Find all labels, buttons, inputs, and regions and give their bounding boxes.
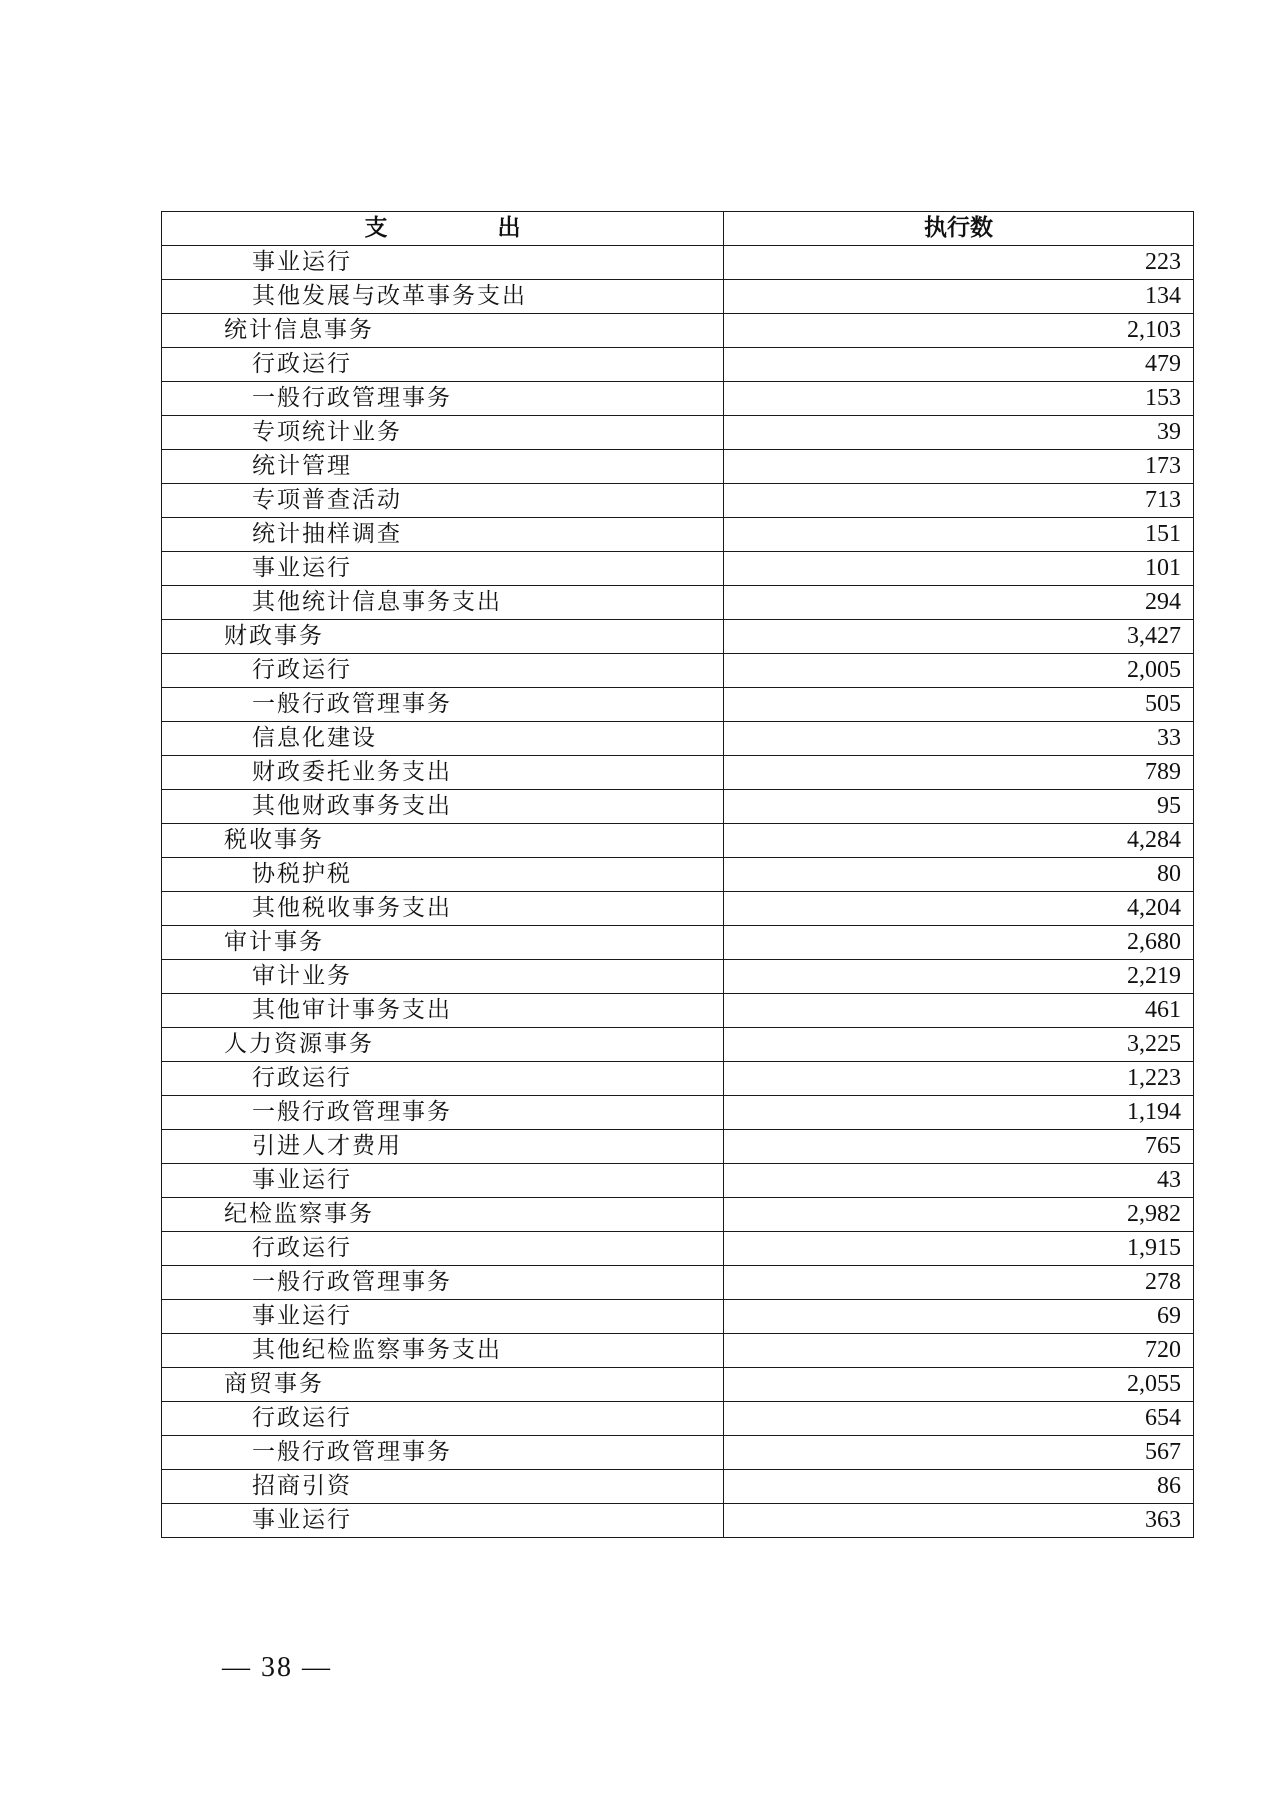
table-row [162,994,1194,1028]
row-item-name: 招商引资 [162,1470,724,1504]
row-executed-value: 134 [724,280,1194,314]
row-item-name: 财政事务 [162,620,724,654]
table-row [162,892,1194,926]
table-row [162,688,1194,722]
table-row [162,824,1194,858]
table-row [162,1198,1194,1232]
table-row [162,756,1194,790]
table-row [162,1470,1194,1504]
table-row [162,1334,1194,1368]
row-item-name: 其他统计信息事务支出 [162,586,724,620]
row-executed-value: 151 [724,518,1194,552]
table-row [162,416,1194,450]
row-item-name: 一般行政管理事务 [162,1266,724,1300]
row-item-name: 其他税收事务支出 [162,892,724,926]
row-executed-value: 4,204 [724,892,1194,926]
row-item-name: 行政运行 [162,654,724,688]
table-row [162,382,1194,416]
table-row [162,1266,1194,1300]
row-item-name: 事业运行 [162,1300,724,1334]
expenditure-table [161,211,1194,1538]
header-executed-amount: 执行数 [724,212,1194,246]
row-executed-value: 3,225 [724,1028,1194,1062]
table-row [162,858,1194,892]
row-item-name: 统计抽样调查 [162,518,724,552]
row-executed-value: 765 [724,1130,1194,1164]
row-executed-value: 86 [724,1470,1194,1504]
table-row [162,348,1194,382]
row-executed-value: 33 [724,722,1194,756]
row-executed-value: 654 [724,1402,1194,1436]
row-item-name: 专项统计业务 [162,416,724,450]
row-executed-value: 1,915 [724,1232,1194,1266]
row-item-name: 行政运行 [162,348,724,382]
row-item-name: 一般行政管理事务 [162,382,724,416]
row-item-name: 行政运行 [162,1062,724,1096]
row-item-name: 事业运行 [162,552,724,586]
row-item-name: 事业运行 [162,1164,724,1198]
row-executed-value: 2,982 [724,1198,1194,1232]
table-row [162,1062,1194,1096]
row-executed-value: 69 [724,1300,1194,1334]
table-row [162,552,1194,586]
row-executed-value: 2,680 [724,926,1194,960]
row-item-name: 信息化建设 [162,722,724,756]
row-executed-value: 294 [724,586,1194,620]
row-executed-value: 80 [724,858,1194,892]
row-executed-value: 223 [724,246,1194,280]
table-row [162,790,1194,824]
header-expenditure-char-2: 出 [497,215,521,241]
row-executed-value: 95 [724,790,1194,824]
row-executed-value: 505 [724,688,1194,722]
row-executed-value: 101 [724,552,1194,586]
row-executed-value: 43 [724,1164,1194,1198]
table-body [162,246,1194,1538]
row-executed-value: 789 [724,756,1194,790]
table-row [162,1232,1194,1266]
row-item-name: 一般行政管理事务 [162,1436,724,1470]
row-executed-value: 39 [724,416,1194,450]
row-item-name: 商贸事务 [162,1368,724,1402]
row-executed-value: 2,103 [724,314,1194,348]
table-row [162,620,1194,654]
row-executed-value: 2,055 [724,1368,1194,1402]
row-item-name: 专项普查活动 [162,484,724,518]
row-executed-value: 173 [724,450,1194,484]
table-row [162,1504,1194,1538]
row-executed-value: 461 [724,994,1194,1028]
table-row [162,1368,1194,1402]
row-item-name: 统计管理 [162,450,724,484]
row-item-name: 行政运行 [162,1402,724,1436]
row-item-name: 审计业务 [162,960,724,994]
table-row [162,1402,1194,1436]
table-row [162,926,1194,960]
row-item-name: 税收事务 [162,824,724,858]
row-item-name: 协税护税 [162,858,724,892]
row-executed-value: 363 [724,1504,1194,1538]
table-row [162,1130,1194,1164]
table-row [162,484,1194,518]
row-executed-value: 153 [724,382,1194,416]
table-row [162,1300,1194,1334]
row-item-name: 审计事务 [162,926,724,960]
table-row [162,450,1194,484]
row-item-name: 事业运行 [162,1504,724,1538]
row-item-name: 引进人才费用 [162,1130,724,1164]
header-expenditure-char-1: 支 [364,215,388,241]
row-item-name: 事业运行 [162,246,724,280]
table-row [162,722,1194,756]
row-executed-value: 4,284 [724,824,1194,858]
row-item-name: 其他财政事务支出 [162,790,724,824]
row-executed-value: 3,427 [724,620,1194,654]
table-row [162,518,1194,552]
row-executed-value: 1,194 [724,1096,1194,1130]
row-executed-value: 2,005 [724,654,1194,688]
row-item-name: 其他发展与改革事务支出 [162,280,724,314]
table-row [162,586,1194,620]
table-row [162,1096,1194,1130]
row-executed-value: 713 [724,484,1194,518]
row-item-name: 其他审计事务支出 [162,994,724,1028]
row-executed-value: 278 [724,1266,1194,1300]
row-item-name: 行政运行 [162,1232,724,1266]
page-number: — 38 — [222,1652,332,1683]
row-executed-value: 720 [724,1334,1194,1368]
row-item-name: 财政委托业务支出 [162,756,724,790]
row-item-name: 其他纪检监察事务支出 [162,1334,724,1368]
table-row [162,314,1194,348]
row-executed-value: 479 [724,348,1194,382]
table-row [162,280,1194,314]
table-row [162,960,1194,994]
row-item-name: 人力资源事务 [162,1028,724,1062]
table-header-row [162,212,1194,246]
table-row [162,654,1194,688]
table-row [162,1028,1194,1062]
row-item-name: 纪检监察事务 [162,1198,724,1232]
row-executed-value: 1,223 [724,1062,1194,1096]
table-row [162,1164,1194,1198]
table-row [162,246,1194,280]
row-item-name: 统计信息事务 [162,314,724,348]
row-executed-value: 2,219 [724,960,1194,994]
row-item-name: 一般行政管理事务 [162,1096,724,1130]
table-row [162,1436,1194,1470]
header-expenditure [162,212,724,246]
row-item-name: 一般行政管理事务 [162,688,724,722]
row-executed-value: 567 [724,1436,1194,1470]
